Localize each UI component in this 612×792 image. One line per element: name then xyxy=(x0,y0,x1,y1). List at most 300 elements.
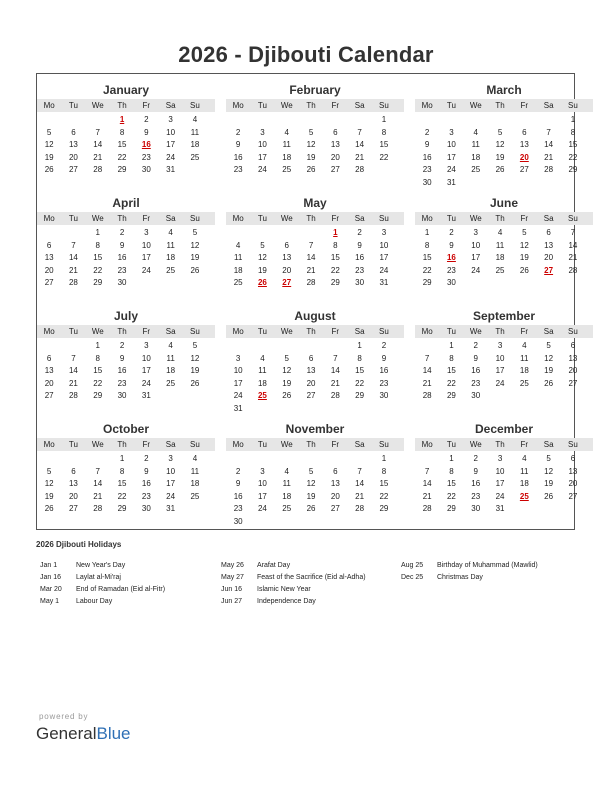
powered-by-label: powered by xyxy=(39,712,89,721)
month-august xyxy=(226,308,404,415)
day-cell: 31 xyxy=(233,403,243,413)
weekday-header: Mo xyxy=(421,214,433,223)
weekday-header: We xyxy=(469,440,482,449)
empty-day-cell xyxy=(323,453,347,466)
day-cell: 13 xyxy=(544,240,554,250)
day-cell: 9 xyxy=(144,466,149,476)
day-cell: 1 xyxy=(424,228,430,237)
day-cell: 14 xyxy=(568,240,578,250)
day-cell: 29 xyxy=(568,165,578,174)
week-row xyxy=(226,403,404,416)
day-cell: 19 xyxy=(44,491,54,501)
empty-day-cell xyxy=(250,227,274,240)
empty-day-cell xyxy=(86,453,110,466)
day-cell: 20 xyxy=(568,366,578,375)
day-cell: 15 xyxy=(93,253,103,262)
holiday-day-cell: 27 xyxy=(544,265,554,275)
weekday-header: Tu xyxy=(446,327,456,336)
day-cell: 12 xyxy=(495,140,505,149)
empty-day-cell xyxy=(226,453,250,466)
day-cell: 5 xyxy=(308,127,314,137)
day-cell: 31 xyxy=(141,391,151,400)
empty-day-cell xyxy=(299,227,323,240)
day-cell: 3 xyxy=(381,228,387,237)
day-cell: 23 xyxy=(355,265,365,275)
day-cell: 2 xyxy=(144,115,149,124)
week-row xyxy=(415,491,593,504)
holiday-day-cell: 27 xyxy=(282,278,292,287)
day-cell: 20 xyxy=(68,152,78,162)
day-cell: 18 xyxy=(519,366,529,375)
day-cell: 1 xyxy=(381,115,387,124)
week-row xyxy=(226,152,404,165)
day-cell: 3 xyxy=(449,127,454,137)
empty-day-cell xyxy=(275,516,299,529)
day-cell: 4 xyxy=(522,454,527,463)
empty-day-cell xyxy=(275,340,299,353)
weekday-header: Mo xyxy=(421,440,433,449)
day-cell: 12 xyxy=(306,479,316,488)
week-row xyxy=(415,390,593,403)
day-cell: 16 xyxy=(379,366,389,375)
day-cell: 21 xyxy=(422,378,432,388)
weekday-header: Th xyxy=(495,214,505,223)
day-cell: 1 xyxy=(449,341,454,350)
weekday-header: Sa xyxy=(354,327,365,336)
day-cell: 30 xyxy=(471,391,481,400)
weekday-header: Su xyxy=(568,440,578,449)
day-cell: 16 xyxy=(117,253,127,262)
day-cell: 16 xyxy=(355,253,365,262)
day-cell: 13 xyxy=(44,366,54,375)
day-cell: 18 xyxy=(190,479,200,488)
brand-text-general: General xyxy=(36,724,97,743)
week-row xyxy=(37,503,215,516)
empty-day-cell xyxy=(347,403,371,416)
weekday-header: Tu xyxy=(68,327,78,336)
empty-day-cell xyxy=(299,403,323,416)
empty-day-cell xyxy=(372,516,396,529)
day-cell: 4 xyxy=(473,127,478,137)
day-cell: 20 xyxy=(330,491,340,501)
weekday-header: We xyxy=(469,214,482,223)
day-cell: 18 xyxy=(282,152,292,162)
day-cell: 10 xyxy=(446,140,456,149)
week-row xyxy=(37,340,215,353)
day-cell: 12 xyxy=(44,479,54,488)
day-cell: 11 xyxy=(520,353,529,363)
day-cell: 8 xyxy=(95,240,100,250)
week-row xyxy=(226,277,404,290)
month-name: February xyxy=(289,83,341,97)
week-row xyxy=(415,478,593,491)
month-april xyxy=(37,195,215,290)
day-cell: 29 xyxy=(117,504,127,513)
day-cell: 22 xyxy=(93,265,103,275)
day-cell: 16 xyxy=(471,479,481,488)
day-cell: 26 xyxy=(544,378,554,388)
day-cell: 26 xyxy=(190,378,200,388)
day-cell: 24 xyxy=(257,504,267,513)
empty-day-cell xyxy=(250,114,274,127)
day-cell: 26 xyxy=(44,504,54,513)
weekday-header: Tu xyxy=(446,214,456,223)
empty-day-cell xyxy=(347,114,371,127)
page-title: 2026 - Djibouti Calendar xyxy=(178,42,434,67)
weekday-header: Tu xyxy=(446,101,456,110)
empty-day-cell xyxy=(323,403,347,416)
day-cell: 8 xyxy=(119,127,125,137)
week-row xyxy=(226,353,404,366)
day-cell: 31 xyxy=(166,504,176,513)
holiday-column xyxy=(40,560,165,608)
weekday-header-row xyxy=(415,99,593,112)
weekday-header: Su xyxy=(379,214,389,223)
weekday-header: We xyxy=(91,440,104,449)
day-cell: 23 xyxy=(422,165,432,174)
day-cell: 18 xyxy=(471,152,481,162)
day-cell: 18 xyxy=(190,140,200,149)
day-cell: 29 xyxy=(330,278,340,287)
empty-day-cell xyxy=(250,516,274,529)
week-row xyxy=(415,340,593,353)
day-cell: 10 xyxy=(379,240,389,250)
day-cell: 4 xyxy=(497,228,503,237)
day-cell: 5 xyxy=(192,228,198,237)
holiday-day-cell: 25 xyxy=(257,391,267,400)
day-cell: 29 xyxy=(93,278,103,287)
weekday-header: We xyxy=(469,327,482,336)
empty-day-cell xyxy=(372,164,396,177)
empty-day-cell xyxy=(347,453,371,466)
weekday-header: We xyxy=(91,327,104,336)
day-cell: 5 xyxy=(522,228,527,237)
day-cell: 27 xyxy=(519,165,529,174)
weekday-header: Su xyxy=(190,101,200,110)
day-cell: 21 xyxy=(93,491,103,501)
holiday-name: Labour Day xyxy=(76,598,113,605)
day-cell: 26 xyxy=(190,265,200,275)
week-row xyxy=(37,353,215,366)
day-cell: 28 xyxy=(306,278,316,287)
day-cell: 10 xyxy=(471,240,481,250)
day-cell: 1 xyxy=(95,228,100,237)
holidays-list-title: 2026 Djibouti Holidays xyxy=(36,540,122,549)
week-row xyxy=(37,164,215,177)
week-row xyxy=(37,478,215,491)
day-cell: 28 xyxy=(93,165,103,174)
week-row xyxy=(226,252,404,265)
day-cell: 13 xyxy=(282,253,292,262)
weekday-header: Su xyxy=(379,327,389,336)
day-cell: 10 xyxy=(141,353,151,363)
week-row xyxy=(415,139,593,152)
day-cell: 24 xyxy=(379,265,389,275)
day-cell: 5 xyxy=(192,341,198,350)
month-name: October xyxy=(102,422,149,436)
weekday-header: Su xyxy=(190,327,200,336)
day-cell: 2 xyxy=(473,341,478,350)
empty-day-cell xyxy=(37,114,61,127)
holiday-entry xyxy=(40,596,165,608)
weekday-header: Fr xyxy=(142,101,151,110)
month-february xyxy=(226,82,404,177)
day-cell: 6 xyxy=(308,353,314,363)
month-december xyxy=(415,421,593,516)
day-cell: 10 xyxy=(495,466,505,476)
week-row xyxy=(37,365,215,378)
day-cell: 7 xyxy=(95,466,100,476)
weekday-header: Th xyxy=(495,440,505,449)
day-cell: 15 xyxy=(117,140,127,149)
weekday-header: We xyxy=(280,101,293,110)
weekday-header: Sa xyxy=(543,214,554,223)
day-cell: 13 xyxy=(306,366,316,375)
day-cell: 28 xyxy=(330,391,340,400)
day-cell: 15 xyxy=(422,253,432,262)
day-cell: 12 xyxy=(282,366,292,375)
weekday-header: Fr xyxy=(331,214,340,223)
holiday-entry xyxy=(40,560,165,572)
week-row xyxy=(226,378,404,391)
day-cell: 6 xyxy=(71,466,76,476)
week-row xyxy=(415,152,593,165)
day-cell: 20 xyxy=(44,378,54,388)
weekday-header-row xyxy=(226,325,404,338)
holiday-name: New Year's Day xyxy=(76,562,126,569)
day-cell: 4 xyxy=(192,454,198,463)
day-cell: 11 xyxy=(166,353,175,363)
weekday-header: Tu xyxy=(68,214,78,223)
day-cell: 12 xyxy=(190,353,200,363)
day-cell: 9 xyxy=(144,127,149,137)
day-cell: 11 xyxy=(258,366,267,375)
day-cell: 14 xyxy=(355,479,365,488)
day-cell: 29 xyxy=(355,391,365,400)
day-cell: 23 xyxy=(233,504,243,513)
day-cell: 21 xyxy=(544,152,554,162)
holiday-date: May 27 xyxy=(221,574,244,581)
day-cell: 27 xyxy=(306,391,316,400)
weekday-header-row xyxy=(415,212,593,225)
month-name: November xyxy=(285,422,345,436)
day-cell: 8 xyxy=(95,353,100,363)
day-cell: 13 xyxy=(568,353,578,363)
day-cell: 16 xyxy=(471,366,481,375)
weekday-header-row xyxy=(37,212,215,225)
day-cell: 8 xyxy=(119,466,125,476)
weekday-header-row xyxy=(415,438,593,451)
day-cell: 23 xyxy=(117,265,127,275)
day-cell: 15 xyxy=(568,140,578,149)
empty-day-cell xyxy=(488,390,512,403)
week-row xyxy=(226,127,404,140)
day-cell: 26 xyxy=(282,391,292,400)
day-cell: 19 xyxy=(306,152,316,162)
day-cell: 16 xyxy=(233,491,243,501)
empty-day-cell xyxy=(183,277,207,290)
day-cell: 28 xyxy=(68,278,78,287)
day-cell: 5 xyxy=(546,341,551,350)
day-cell: 10 xyxy=(141,240,151,250)
day-cell: 15 xyxy=(446,366,456,375)
day-cell: 29 xyxy=(93,391,103,400)
weekday-header: Th xyxy=(117,440,127,449)
week-row xyxy=(415,503,593,516)
day-cell: 26 xyxy=(306,504,316,513)
weekday-header: Mo xyxy=(232,214,244,223)
day-cell: 12 xyxy=(544,466,554,476)
day-cell: 6 xyxy=(570,341,576,350)
day-cell: 19 xyxy=(306,491,316,501)
day-cell: 27 xyxy=(44,278,54,287)
weekday-header: Mo xyxy=(232,440,244,449)
day-cell: 22 xyxy=(93,378,103,388)
empty-day-cell xyxy=(275,227,299,240)
day-cell: 27 xyxy=(568,491,578,501)
holiday-day-cell: 20 xyxy=(519,152,529,162)
weekday-header: Su xyxy=(190,214,200,223)
day-cell: 9 xyxy=(119,353,125,363)
day-cell: 17 xyxy=(471,253,481,262)
day-cell: 29 xyxy=(446,391,456,400)
weekday-header: Th xyxy=(306,440,316,449)
weekday-header: Sa xyxy=(354,214,365,223)
day-cell: 7 xyxy=(570,228,576,237)
day-cell: 11 xyxy=(166,240,175,250)
empty-day-cell xyxy=(512,277,536,290)
day-cell: 12 xyxy=(190,240,200,250)
week-row xyxy=(415,466,593,479)
day-cell: 24 xyxy=(166,491,176,501)
empty-day-cell xyxy=(250,403,274,416)
week-row xyxy=(37,390,215,403)
weekday-header: Mo xyxy=(43,327,55,336)
weekday-header-row xyxy=(37,438,215,451)
empty-day-cell xyxy=(323,516,347,529)
empty-day-cell xyxy=(183,390,207,403)
empty-day-cell xyxy=(61,340,85,353)
empty-day-cell xyxy=(158,277,182,290)
week-row xyxy=(37,240,215,253)
day-cell: 14 xyxy=(68,253,78,262)
day-cell: 7 xyxy=(424,466,430,476)
day-cell: 27 xyxy=(568,378,578,388)
day-cell: 17 xyxy=(495,479,505,488)
week-row xyxy=(415,240,593,253)
day-cell: 23 xyxy=(471,491,481,501)
empty-day-cell xyxy=(415,453,439,466)
day-cell: 28 xyxy=(68,391,78,400)
day-cell: 6 xyxy=(46,240,52,250)
day-cell: 3 xyxy=(144,341,149,350)
holiday-date: May 1 xyxy=(40,598,60,605)
day-cell: 15 xyxy=(330,253,340,262)
day-cell: 17 xyxy=(257,491,267,501)
week-row xyxy=(415,227,593,240)
day-cell: 15 xyxy=(379,140,389,149)
day-cell: 24 xyxy=(141,265,151,275)
day-cell: 1 xyxy=(95,341,100,350)
day-cell: 11 xyxy=(233,253,243,262)
weekday-header: Mo xyxy=(43,440,55,449)
day-cell: 18 xyxy=(233,265,243,275)
day-cell: 4 xyxy=(522,341,527,350)
month-march xyxy=(415,82,593,189)
weekday-header: Tu xyxy=(257,214,267,223)
week-row xyxy=(226,340,404,353)
weekday-header: Sa xyxy=(543,101,554,110)
day-cell: 25 xyxy=(233,278,243,287)
empty-day-cell xyxy=(275,114,299,127)
day-cell: 3 xyxy=(497,454,503,463)
day-cell: 2 xyxy=(381,341,387,350)
day-cell: 26 xyxy=(495,165,505,174)
day-cell: 20 xyxy=(568,479,578,488)
holiday-entry xyxy=(221,572,366,584)
holiday-date: May 26 xyxy=(221,562,244,569)
holiday-name: Feast of the Sacrifice (Eid al-Adha) xyxy=(257,574,366,581)
empty-day-cell xyxy=(299,516,323,529)
day-cell: 15 xyxy=(446,479,456,488)
day-cell: 3 xyxy=(235,353,241,363)
weekday-header: Mo xyxy=(232,327,244,336)
day-cell: 16 xyxy=(117,366,127,375)
day-cell: 17 xyxy=(446,152,456,162)
day-cell: 7 xyxy=(546,127,551,137)
empty-day-cell xyxy=(512,177,536,190)
day-cell: 14 xyxy=(306,253,316,262)
month-name: May xyxy=(303,196,327,210)
day-cell: 8 xyxy=(449,353,454,363)
day-cell: 6 xyxy=(570,454,576,463)
day-cell: 14 xyxy=(93,479,103,488)
day-cell: 26 xyxy=(44,165,54,174)
month-january xyxy=(37,82,215,177)
day-cell: 24 xyxy=(495,378,505,388)
day-cell: 5 xyxy=(260,240,265,250)
week-row xyxy=(37,114,215,127)
day-cell: 2 xyxy=(119,341,125,350)
day-cell: 14 xyxy=(330,366,340,375)
day-cell: 17 xyxy=(379,253,389,262)
week-row xyxy=(226,227,404,240)
empty-day-cell xyxy=(536,177,560,190)
day-cell: 29 xyxy=(422,278,432,287)
week-row xyxy=(37,252,215,265)
day-cell: 10 xyxy=(257,140,267,149)
day-cell: 28 xyxy=(355,165,365,174)
empty-day-cell xyxy=(299,453,323,466)
weekday-header: Tu xyxy=(257,440,267,449)
day-cell: 21 xyxy=(93,152,103,162)
day-cell: 25 xyxy=(519,378,529,388)
day-cell: 5 xyxy=(497,127,503,137)
weekday-header: Fr xyxy=(142,327,151,336)
day-cell: 1 xyxy=(570,115,576,124)
day-cell: 28 xyxy=(355,504,365,513)
empty-day-cell xyxy=(347,516,371,529)
weekday-header: We xyxy=(91,101,104,110)
holiday-entry xyxy=(221,596,366,608)
day-cell: 7 xyxy=(357,127,362,137)
day-cell: 22 xyxy=(446,491,456,501)
empty-day-cell xyxy=(275,403,299,416)
day-cell: 26 xyxy=(519,265,529,275)
day-cell: 19 xyxy=(44,152,54,162)
day-cell: 17 xyxy=(166,479,176,488)
weekday-header: Tu xyxy=(257,101,267,110)
